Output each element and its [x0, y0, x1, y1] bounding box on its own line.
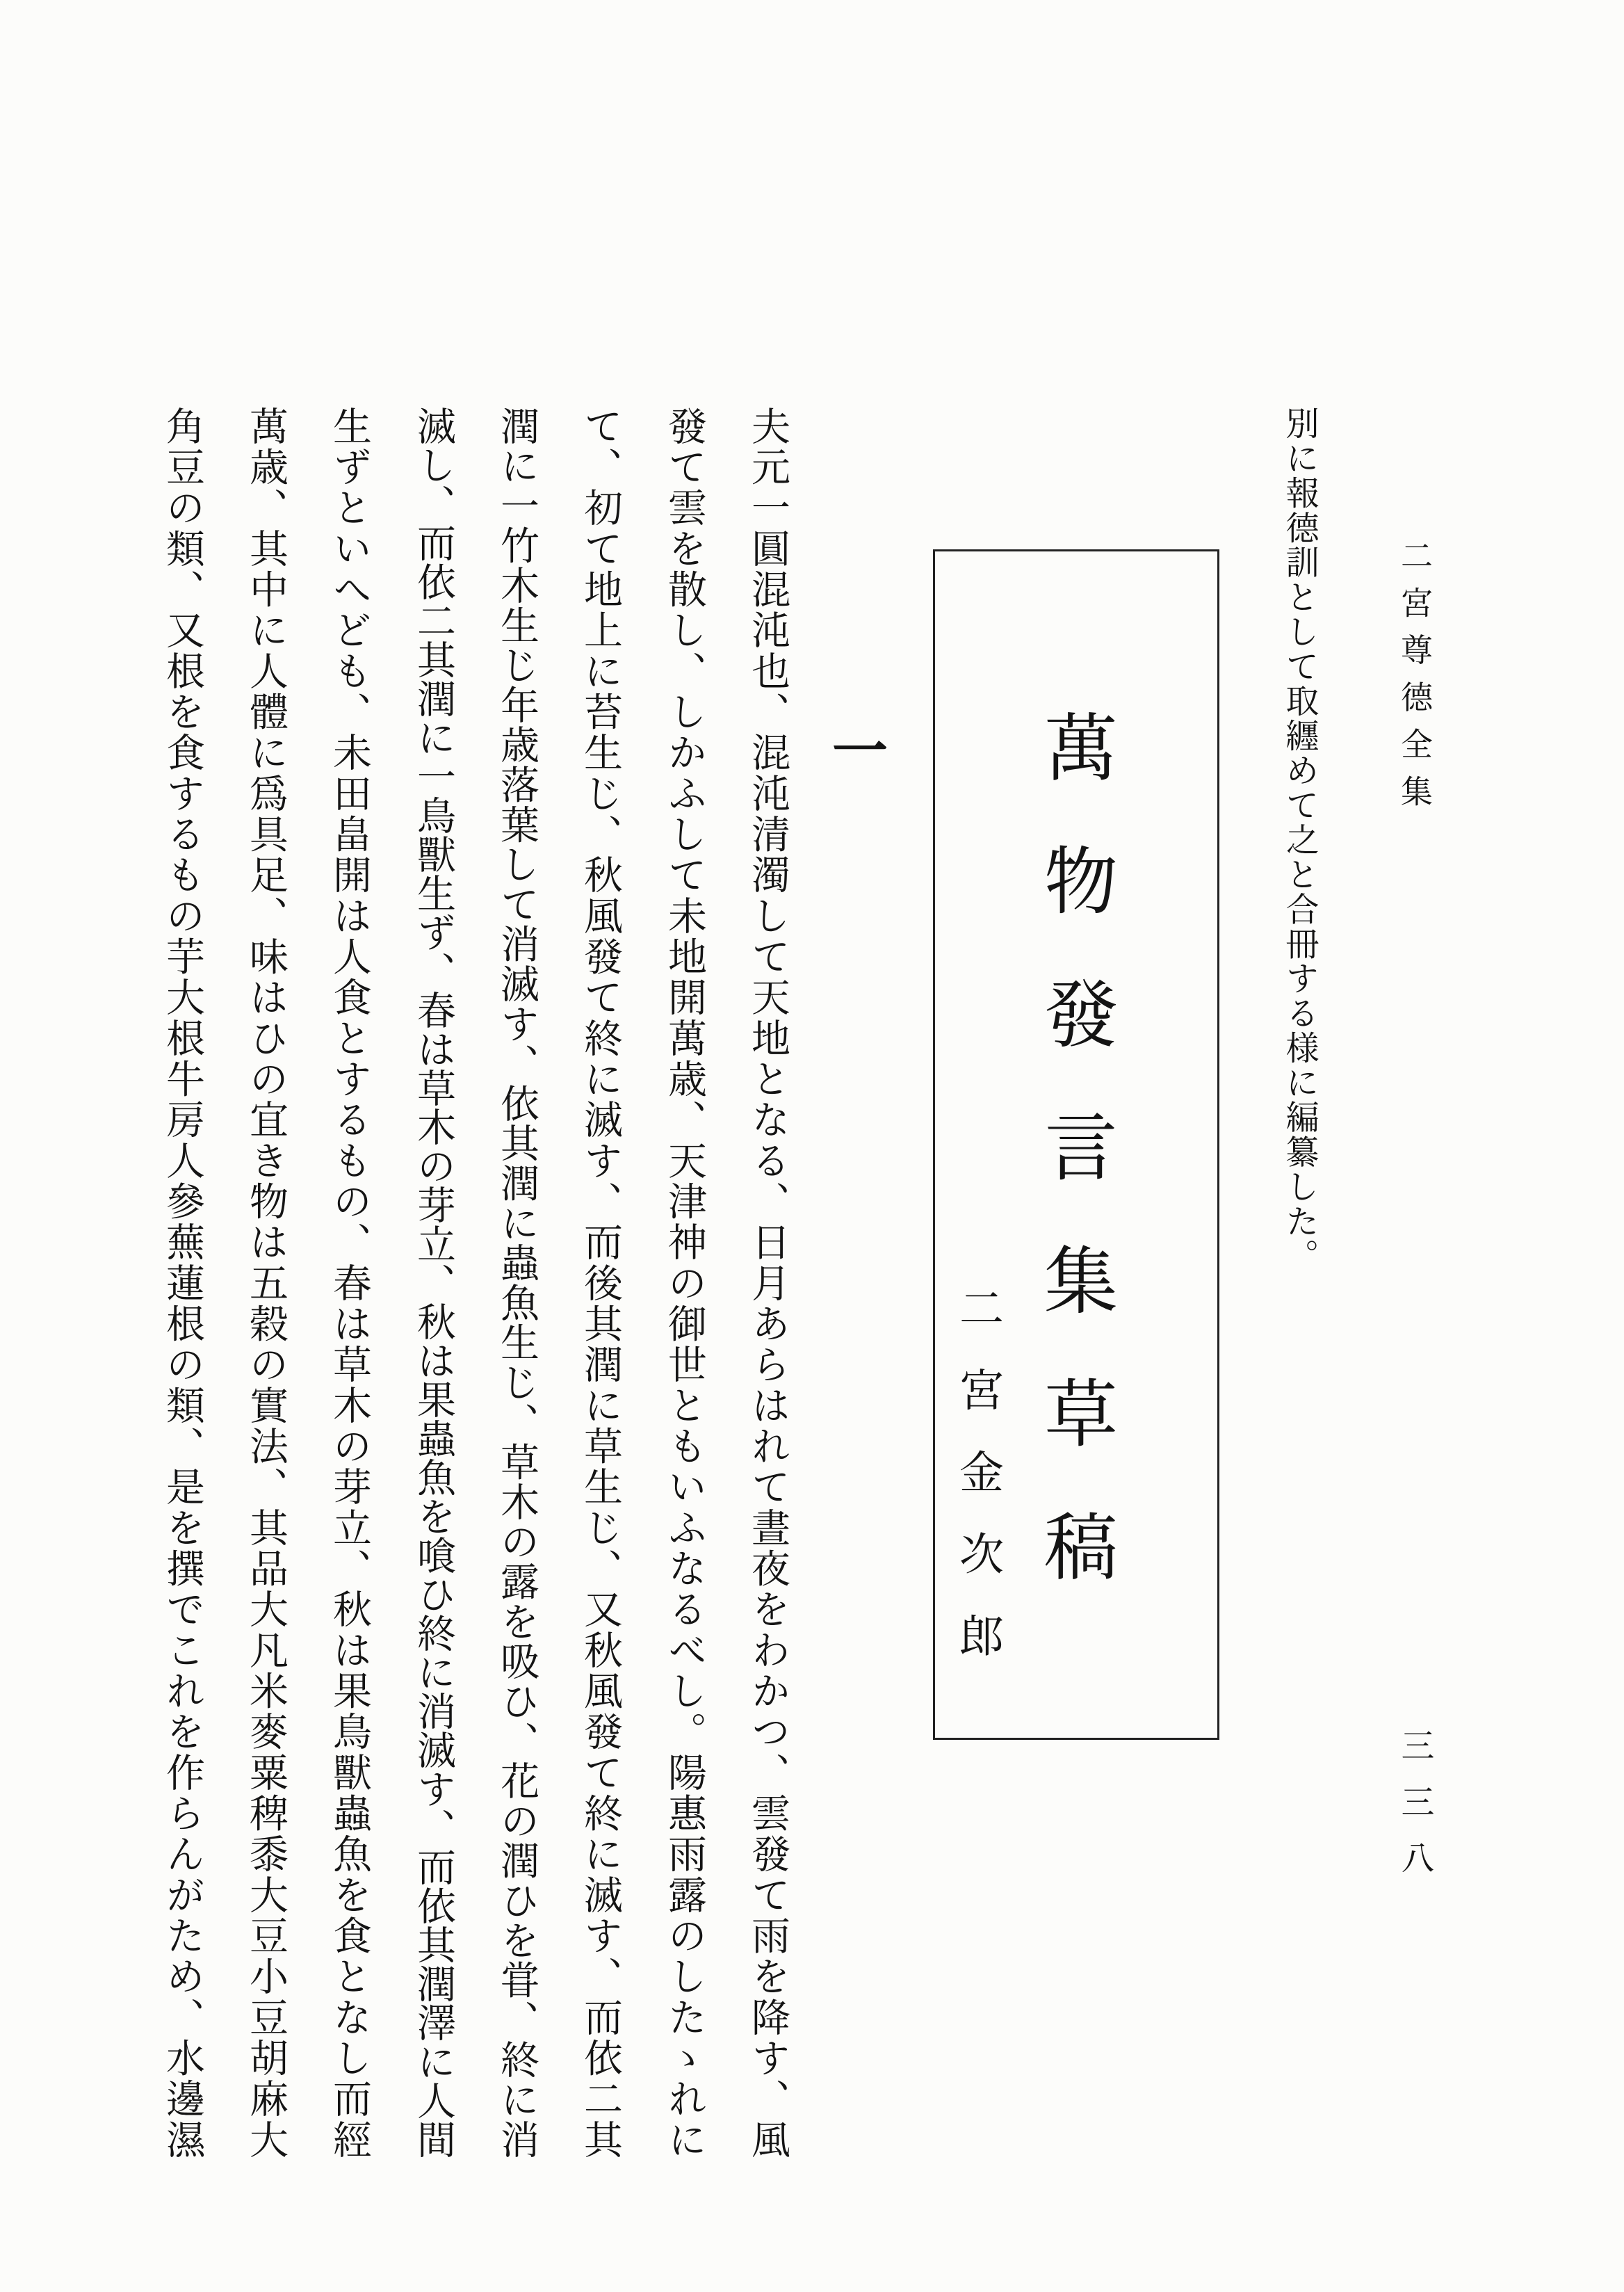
body-column-1: 夫元一圓混沌也、混沌清濁して天地となる、日月あらはれて晝夜をわかつ、雲發て雨を降す、風 [745, 406, 790, 2159]
page-number: 三三八 [1395, 1728, 1434, 1874]
body-column-7: 萬歳、其中に人體に爲具足、味はひの宜き物は五穀の實法、其品大凡米麥粟稗黍大豆小豆胡麻大 [243, 406, 289, 2158]
running-header-title: 二宮尊德全集 [1396, 539, 1434, 807]
section-marker: 一 [832, 718, 888, 784]
body-column-6: 生ずといへども、未田畠開は人食とするもの、春は草木の芽立、秋は果鳥獸蟲魚を食となし而經 [327, 406, 372, 2158]
body-column-2: 發て雲を散し、しかふして未地開萬歳、天津神の御世ともいふなるべし。陽惠雨露のしたゝれに [662, 406, 707, 2158]
body-column-3: て、初て地上に苔生じ、秋風發て終に滅す、而後其潤に草生じ、又秋風發て終に滅す、而依二其 [578, 406, 623, 2158]
work-title: 萬物發言集草稿 [1032, 709, 1118, 1582]
body-column-8: 角豆の類、又根を食するもの芋大根牛房人參蕪蓮根の類、是を撰でこれを作らんがため、水邊濕 [160, 406, 205, 2158]
body-column-5: 滅し、而依二其潤に一鳥獸生ず、春は草木の芽立、秋は果蟲魚を喰ひ終に消滅す、而依其潤澤に人間 [411, 406, 456, 2158]
body-column-4: 潤に一竹木生じ年歳落葉して消滅す、依其潤に蟲魚生じ、草木の露を吸ひ、花の潤ひを甞、終に消 [494, 406, 539, 2159]
editorial-note: 別に報德訓として取纒めて之と合冊する様に編纂した。 [1280, 406, 1319, 1272]
author-name: 二宮金次郎 [952, 1285, 1003, 1657]
